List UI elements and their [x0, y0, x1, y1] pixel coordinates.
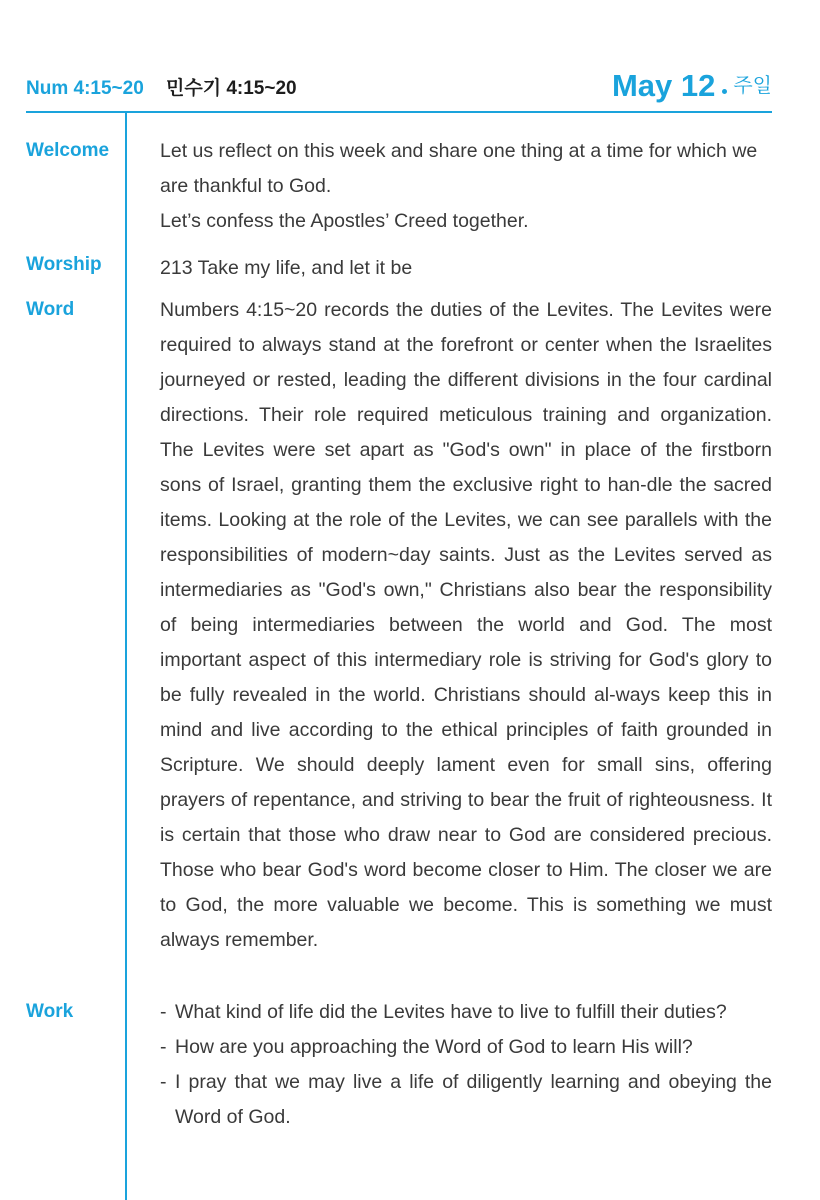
worship-label: Worship	[26, 254, 102, 275]
word-label: Word	[26, 299, 75, 320]
work-label: Work	[26, 1001, 74, 1022]
welcome-content	[160, 134, 772, 239]
worship-content	[160, 251, 772, 286]
welcome-line: Let’s confess the Apostles’ Creed together.	[160, 210, 529, 232]
date-block	[612, 68, 772, 104]
scripture-reference-en: Num 4:15~20	[26, 78, 144, 99]
dot-separator-icon	[722, 89, 727, 94]
day-label: 주일	[733, 75, 772, 97]
welcome-label: Welcome	[26, 140, 110, 161]
word-content	[160, 293, 772, 958]
work-content	[160, 995, 772, 1135]
work-question: - What kind of life did the Levites have to live to fulfill their duties?	[160, 995, 772, 1030]
header-divider	[26, 111, 772, 113]
work-question: - How are you approaching the Word of God to learn His will?	[160, 1030, 772, 1065]
column-divider	[125, 113, 127, 1200]
welcome-line: Let us reflect on this week and share one thing at a time for which we are thankful to God.	[160, 140, 758, 197]
date-label: May 12	[611, 68, 716, 103]
scripture-reference-ko: 민수기 4:15~20	[166, 78, 297, 99]
word-paragraph: Numbers 4:15~20 records the duties of the Levites. The Levites were required to always stand at the forefront or center when the Israelites journeyed or rested, leading the different divisions in the four cardinal directions. Their role required meticulous training and organization. The Levites were set apart as "God's own" in place of the firstborn sons of Israel, granting them the exclusive right to han-dle the sacred items. Looking at the role of the Levites, we can see parallels with the responsibilities of modern~day saints. Just as the Levites served as intermediaries as "God's own," Christians also bear the responsibility of being intermediaries between the world and God. The most important aspect of this intermediary role is striving for God's glory to be fully revealed in the world. Christians should al-ways keep this in mind and live according to the ethical principles of faith grounded in Scripture. We should deeply lament even for small sins, offering prayers of repentance, and striving to bear the fruit of righteousness. It is certain that those who draw near to God are considered precious. Those who bear God's word become closer to Him. The closer we are to God, the more valuable we become. This is something we must always remember.	[160, 299, 772, 951]
work-question-list	[160, 995, 772, 1135]
hymn-title: 213 Take my life, and let it be	[160, 257, 413, 279]
page-header	[26, 64, 772, 108]
work-question: - I pray that we may live a life of diligently learning and obeying the Word of God.	[160, 1065, 772, 1135]
